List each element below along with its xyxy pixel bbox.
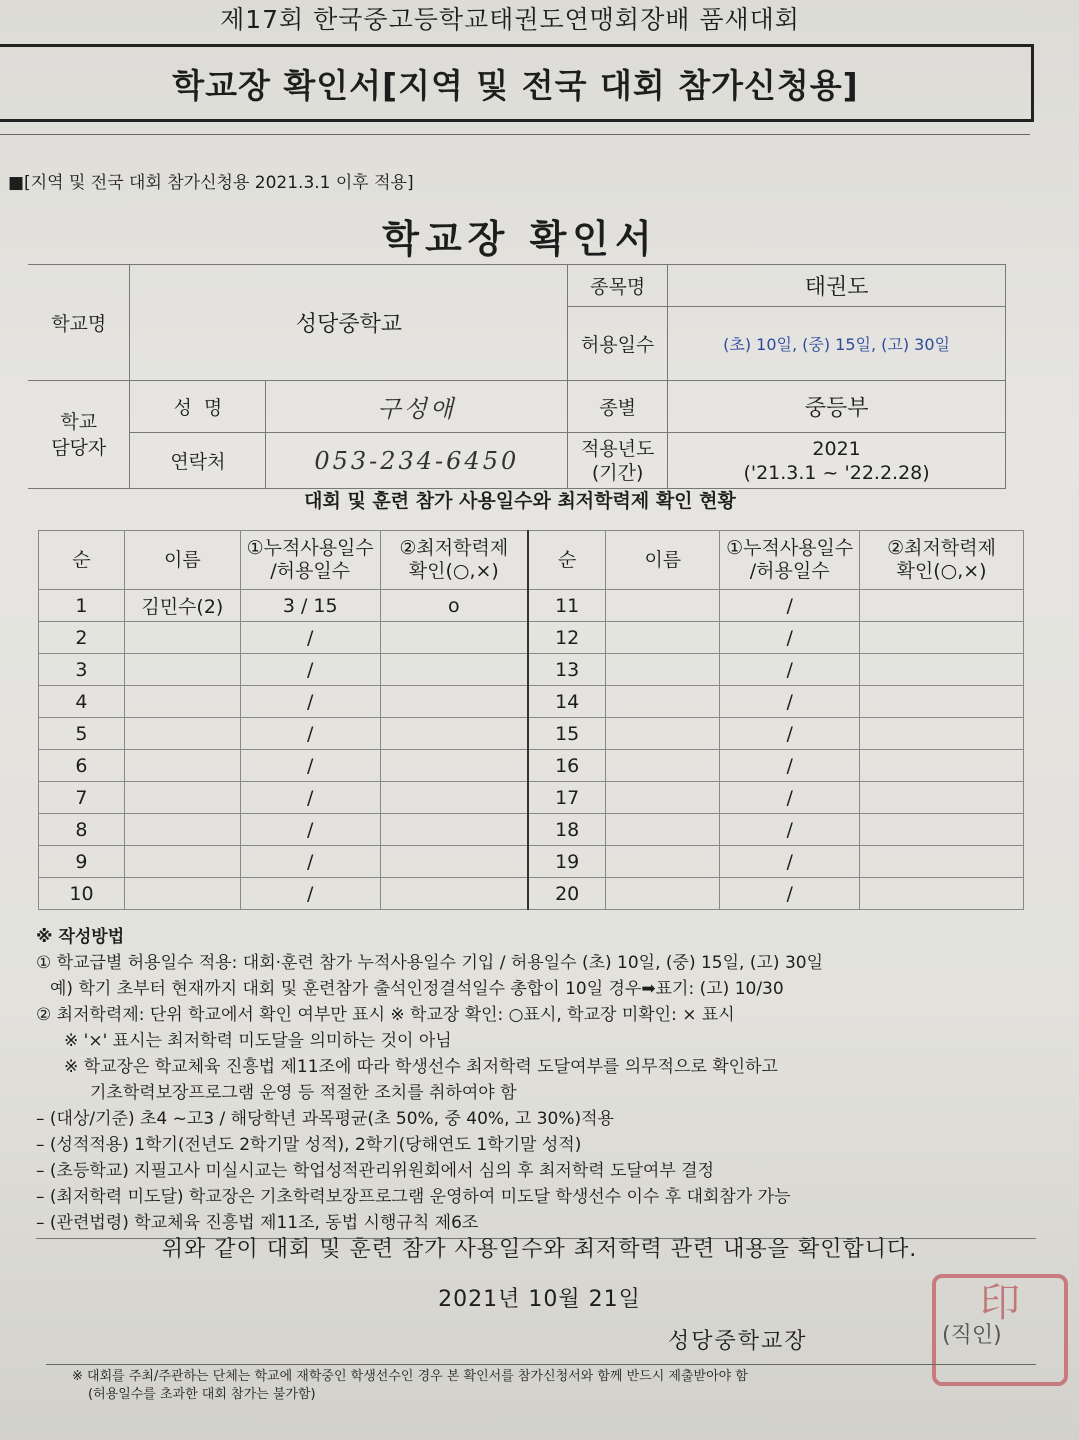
min-academic-check xyxy=(860,622,1024,654)
year-cell xyxy=(668,433,1006,489)
days-used: / xyxy=(240,878,380,910)
application-note: ■[지역 및 전국 대회 참가신청용 2021.3.1 이후 적용] xyxy=(8,173,414,193)
seal-glyph: 印 xyxy=(980,1280,1020,1326)
days-used: / xyxy=(720,750,860,782)
days-used: / xyxy=(720,718,860,750)
days-used: / xyxy=(240,846,380,878)
athlete-name: 김민수(2) xyxy=(124,590,240,622)
footer-line: (허용일수를 초과한 대회 참가는 불가함) xyxy=(88,1387,316,1402)
note-line: ※ '×' 표시는 최저학력 미도달을 의미하는 것이 아님 xyxy=(64,1031,452,1051)
note-line: ※ 학교장은 학교체육 진흥법 제11조에 따라 학생선수 최저학력 도달여부를 의무적으로 확인하고 xyxy=(64,1057,778,1077)
division-label: 종별 xyxy=(568,381,668,433)
min-academic-check xyxy=(380,686,528,718)
athlete-name xyxy=(124,654,240,686)
section-title: 대회 및 훈련 참가 사용일수와 최저학력제 확인 현황 xyxy=(304,490,736,512)
row-number: 18 xyxy=(528,814,606,846)
footer-note xyxy=(72,1368,1032,1404)
days-used: / xyxy=(720,590,860,622)
name-label: 성 명 xyxy=(130,381,266,433)
days-used: / xyxy=(240,654,380,686)
school-info-table xyxy=(28,264,1006,489)
days-used: / xyxy=(240,622,380,654)
notes-heading: ※ 작성방법 xyxy=(36,927,125,947)
document-title: 학교장 확인서 xyxy=(382,217,658,261)
note-line: 기초학력보장프로그램 운영 등 적절한 조치를 취하여야 함 xyxy=(90,1083,517,1103)
header-days-left: ①누적사용일수 /허용일수 xyxy=(240,531,380,590)
footer-line: ※ 대회를 주최/주관하는 단체는 학교에 재학중인 학생선수인 경우 본 확인서를 참가신청서와 함께 반드시 제출받아야 함 xyxy=(72,1369,748,1384)
allowed-days-label: 허용일수 xyxy=(568,307,668,381)
table-row xyxy=(39,718,1024,750)
row-number: 15 xyxy=(528,718,606,750)
days-used: / xyxy=(720,782,860,814)
athlete-name xyxy=(124,782,240,814)
row-number: 2 xyxy=(39,622,125,654)
table-row xyxy=(39,654,1024,686)
manager-name-handwritten: 구성애 xyxy=(266,381,568,433)
row-number: 13 xyxy=(528,654,606,686)
days-used: / xyxy=(240,782,380,814)
days-used: / xyxy=(720,686,860,718)
min-academic-check xyxy=(380,622,528,654)
days-used: / xyxy=(240,718,380,750)
athlete-name xyxy=(124,814,240,846)
school-name-label: 학교명 xyxy=(28,265,130,381)
athlete-name xyxy=(606,686,720,718)
row-number: 9 xyxy=(39,846,125,878)
days-used: / xyxy=(720,654,860,686)
instructions xyxy=(36,924,1036,1239)
note-line: – (대상/기준) 초4 ~고3 / 해당학년 과목평균(초 50%, 중 40%, 고 30%)적용 xyxy=(36,1109,614,1129)
athlete-name xyxy=(606,590,720,622)
header-check-right: ②최저학력제 확인(○,×) xyxy=(860,531,1024,590)
min-academic-check xyxy=(380,846,528,878)
min-academic-check xyxy=(860,718,1024,750)
competition-title: 제17회 한국중고등학교태권도연맹회장배 품새대회 xyxy=(220,5,800,34)
days-used: / xyxy=(240,686,380,718)
athlete-name xyxy=(606,622,720,654)
days-used: / xyxy=(720,814,860,846)
header-no-left: 순 xyxy=(39,531,125,590)
athlete-name xyxy=(606,846,720,878)
days-used: / xyxy=(240,814,380,846)
min-academic-check xyxy=(380,878,528,910)
row-number: 7 xyxy=(39,782,125,814)
min-academic-check xyxy=(380,718,528,750)
note-line: 예) 학기 초부터 현재까지 대회 및 훈련참가 출석인정결석일수 총합이 10일 경우➡표기: (고) 10/30 xyxy=(50,979,784,999)
division-value: 중등부 xyxy=(668,381,1006,433)
year-label: 적용년도 (기간) xyxy=(568,433,668,489)
manager-label: 학교 담당자 xyxy=(28,381,130,489)
min-academic-check xyxy=(380,782,528,814)
note-line: ① 학교급별 허용일수 적용: 대회·훈련 참가 누적사용일수 기입 / 허용일수 (초) 10일, (중) 15일, (고) 30일 xyxy=(36,953,824,973)
row-number: 8 xyxy=(39,814,125,846)
min-academic-check xyxy=(860,878,1024,910)
confirmation-statement: 위와 같이 대회 및 훈련 참가 사용일수와 최저학력 관련 내용을 확인합니다. xyxy=(161,1237,918,1262)
days-used: / xyxy=(240,750,380,782)
min-academic-check xyxy=(860,654,1024,686)
divider xyxy=(0,134,1030,135)
school-name-value: 성당중학교 xyxy=(130,265,568,381)
row-number: 17 xyxy=(528,782,606,814)
athlete-table xyxy=(38,530,1024,910)
table-row xyxy=(39,750,1024,782)
event-value: 태권도 xyxy=(668,265,1006,307)
table-row xyxy=(39,590,1024,622)
note-line: – (성적적용) 1학기(전년도 2학기말 성적), 2학기(당해연도 1학기말 성적) xyxy=(36,1135,582,1155)
row-number: 12 xyxy=(528,622,606,654)
athlete-name xyxy=(124,686,240,718)
row-number: 16 xyxy=(528,750,606,782)
athlete-table-body xyxy=(39,590,1024,910)
table-row xyxy=(39,846,1024,878)
min-academic-check xyxy=(860,590,1024,622)
contact-number-handwritten: 053-234-6450 xyxy=(266,433,568,489)
period-value: ('21.3.1 ~ '22.2.28) xyxy=(743,461,930,484)
athlete-name xyxy=(124,750,240,782)
min-academic-check xyxy=(860,750,1024,782)
row-number: 20 xyxy=(528,878,606,910)
row-number: 11 xyxy=(528,590,606,622)
athlete-name xyxy=(124,622,240,654)
principal-title: 성당중학교장 xyxy=(668,1329,808,1354)
row-number: 14 xyxy=(528,686,606,718)
row-number: 3 xyxy=(39,654,125,686)
table-row xyxy=(39,622,1024,654)
row-number: 10 xyxy=(39,878,125,910)
athlete-name xyxy=(606,878,720,910)
table-row xyxy=(39,814,1024,846)
divider xyxy=(46,1364,1036,1365)
min-academic-check xyxy=(380,814,528,846)
note-line: ② 최저학력제: 단위 학교에서 확인 여부만 표시 ※ 학교장 확인: ○표시, 학교장 미확인: × 표시 xyxy=(36,1005,735,1025)
min-academic-check xyxy=(860,686,1024,718)
note-line: – (최저학력 미도달) 학교장은 기초학력보장프로그램 운영하여 미도달 학생선수 이수 후 대회참가 가능 xyxy=(36,1187,791,1207)
event-label: 종목명 xyxy=(568,265,668,307)
min-academic-check xyxy=(860,782,1024,814)
table-row xyxy=(39,686,1024,718)
min-academic-check xyxy=(860,846,1024,878)
min-academic-check: o xyxy=(380,590,528,622)
athlete-name xyxy=(124,718,240,750)
athlete-name xyxy=(606,814,720,846)
document-date: 2021년 10월 21일 xyxy=(438,1287,641,1312)
min-academic-check xyxy=(380,654,528,686)
min-academic-check xyxy=(380,750,528,782)
allowed-days-value: (초) 10일, (중) 15일, (고) 30일 xyxy=(668,307,1006,381)
athlete-name xyxy=(606,718,720,750)
year-value: 2021 xyxy=(812,437,861,460)
banner-title: 학교장 확인서[지역 및 전국 대회 참가신청용] xyxy=(0,44,1034,122)
header-days-right: ①누적사용일수 /허용일수 xyxy=(720,531,860,590)
table-row xyxy=(39,878,1024,910)
seal-label: (직인) xyxy=(942,1323,1002,1348)
athlete-name xyxy=(606,750,720,782)
header-name-right: 이름 xyxy=(606,531,720,590)
row-number: 5 xyxy=(39,718,125,750)
header-no-right: 순 xyxy=(528,531,606,590)
days-used: / xyxy=(720,846,860,878)
row-number: 6 xyxy=(39,750,125,782)
header-check-left: ②최저학력제 확인(○,×) xyxy=(380,531,528,590)
days-used: / xyxy=(720,622,860,654)
note-line: – (초등학교) 지필고사 미실시교는 학업성적관리위원회에서 심의 후 최저학력 도달여부 결정 xyxy=(36,1161,715,1181)
note-line: – (관련법령) 학교체육 진흥법 제11조, 동법 시행규칙 제6조 xyxy=(36,1213,479,1233)
days-used: 3 / 15 xyxy=(240,590,380,622)
table-row xyxy=(39,782,1024,814)
athlete-name xyxy=(606,654,720,686)
athlete-name xyxy=(124,878,240,910)
row-number: 19 xyxy=(528,846,606,878)
athlete-name xyxy=(124,846,240,878)
min-academic-check xyxy=(860,814,1024,846)
row-number: 4 xyxy=(39,686,125,718)
contact-label: 연락처 xyxy=(130,433,266,489)
athlete-name xyxy=(606,782,720,814)
row-number: 1 xyxy=(39,590,125,622)
header-name-left: 이름 xyxy=(124,531,240,590)
days-used: / xyxy=(720,878,860,910)
